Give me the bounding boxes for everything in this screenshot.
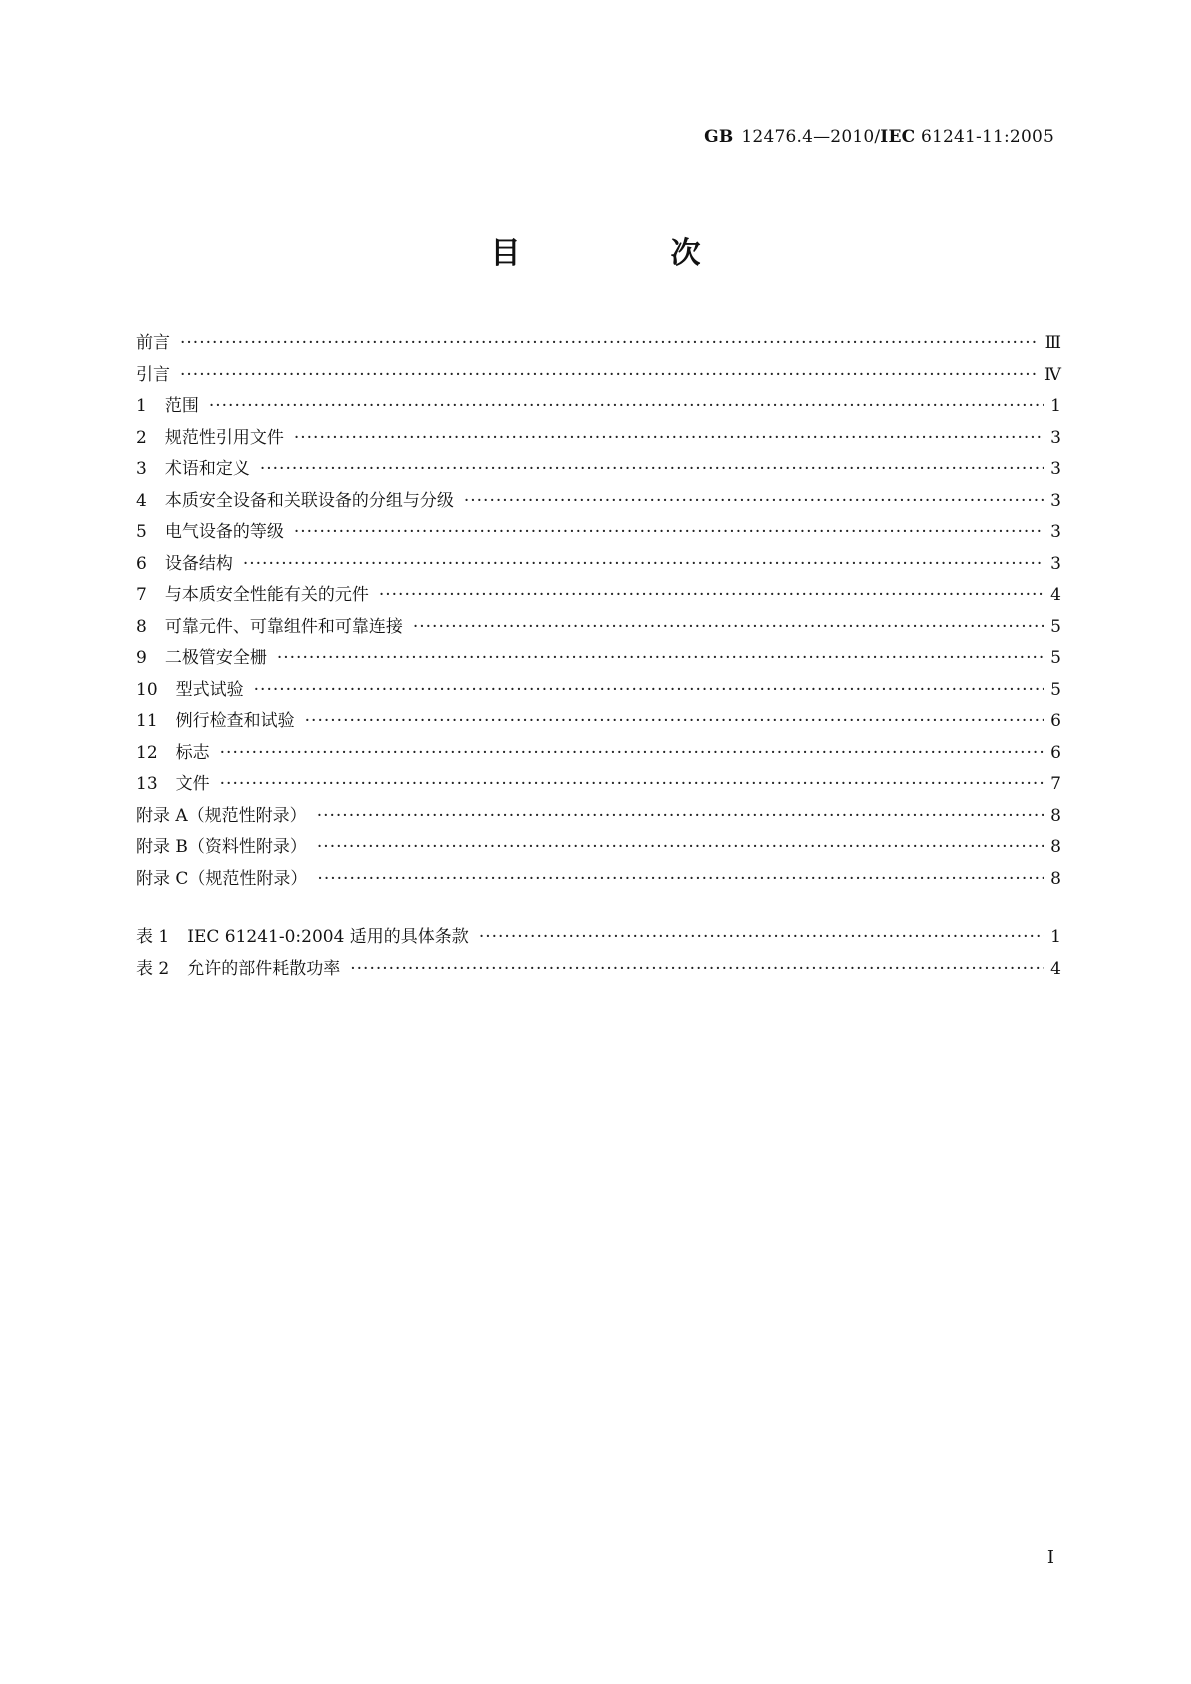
toc-entry-page: Ⅳ bbox=[1044, 364, 1061, 385]
toc-entry-label: 二极管安全栅 bbox=[164, 648, 267, 668]
toc-entry-label: 附录 B（资料性附录） bbox=[136, 837, 307, 857]
toc-entry-section-10[interactable] bbox=[136, 675, 1061, 707]
toc-entry-section-2[interactable] bbox=[136, 423, 1061, 455]
toc-entry-label: 与本质安全性能有关的元件 bbox=[164, 585, 369, 605]
toc-entry-page: 3 bbox=[1050, 522, 1061, 542]
toc-entry-number: 2 bbox=[136, 427, 147, 448]
dot-leader bbox=[180, 360, 1038, 392]
dot-leader bbox=[350, 954, 1044, 986]
toc-entry-label: 文件 bbox=[175, 774, 210, 794]
toc-entry-page: 7 bbox=[1050, 774, 1061, 794]
toc-entry-page: 8 bbox=[1050, 868, 1061, 889]
toc-entry-number: 13 bbox=[136, 774, 158, 794]
toc-entry-page: Ⅲ bbox=[1044, 333, 1061, 353]
standard-number-header bbox=[704, 127, 1054, 147]
toc-entry-label: 允许的部件耗散功率 bbox=[187, 958, 341, 979]
toc-entry-page: 1 bbox=[1050, 927, 1061, 947]
toc-entry-label: 范围 bbox=[164, 396, 199, 416]
dot-leader bbox=[220, 738, 1045, 770]
toc-entry-page: 3 bbox=[1050, 427, 1061, 448]
toc-entry-number: 7 bbox=[136, 585, 147, 605]
toc-entry-introduction[interactable] bbox=[136, 360, 1061, 392]
toc-entry-page: 4 bbox=[1050, 585, 1061, 605]
toc-entry-page: 5 bbox=[1050, 616, 1061, 637]
toc-entry-number: 表 2 bbox=[136, 958, 170, 979]
toc-entry-page: 3 bbox=[1050, 459, 1061, 479]
toc-entry-label: 设备结构 bbox=[164, 553, 233, 574]
toc-entry-section-9[interactable] bbox=[136, 643, 1061, 675]
dot-leader bbox=[220, 769, 1045, 801]
toc-entry-section-13[interactable] bbox=[136, 769, 1061, 801]
toc-entry-label: 可靠元件、可靠组件和可靠连接 bbox=[164, 616, 403, 637]
toc-entry-foreword[interactable] bbox=[136, 328, 1061, 360]
toc-entry-label: IEC 61241-0:2004 适用的具体条款 bbox=[187, 927, 469, 947]
toc-entry-section-8[interactable] bbox=[136, 612, 1061, 644]
page-number: Ⅰ bbox=[1046, 1547, 1054, 1568]
toc-entry-page: 1 bbox=[1050, 396, 1061, 416]
toc-entry-section-5[interactable] bbox=[136, 517, 1061, 549]
toc-entry-label: 附录 C（规范性附录） bbox=[136, 868, 308, 889]
dot-leader bbox=[479, 922, 1044, 954]
toc-entry-number: 4 bbox=[136, 490, 147, 511]
toc-entry-number: 表 1 bbox=[136, 927, 170, 947]
dot-leader bbox=[254, 675, 1045, 707]
toc-entry-page: 8 bbox=[1050, 805, 1061, 826]
toc-entry-page: 3 bbox=[1050, 553, 1061, 574]
dot-leader bbox=[317, 832, 1044, 864]
toc-entry-label: 例行检查和试验 bbox=[175, 711, 295, 731]
toc-entry-label: 标志 bbox=[175, 742, 210, 763]
toc-entry-number: 11 bbox=[136, 711, 158, 731]
dot-leader bbox=[294, 423, 1044, 455]
list-of-tables bbox=[136, 922, 1061, 985]
toc-entry-section-11[interactable] bbox=[136, 706, 1061, 738]
dot-leader bbox=[260, 454, 1044, 486]
toc-entry-table-2[interactable] bbox=[136, 954, 1061, 986]
dot-leader bbox=[379, 580, 1044, 612]
standard-iec-number: 61241-11:2005 bbox=[920, 127, 1054, 147]
toc-entry-page: 6 bbox=[1050, 742, 1061, 763]
toc-entry-page: 3 bbox=[1050, 490, 1061, 511]
standard-gb-prefix: GB bbox=[704, 127, 734, 147]
toc-entry-number: 8 bbox=[136, 616, 147, 637]
toc-entry-number: 6 bbox=[136, 553, 147, 574]
toc-entry-page: 4 bbox=[1050, 958, 1061, 979]
dot-leader bbox=[317, 864, 1044, 896]
toc-entry-label: 本质安全设备和关联设备的分组与分级 bbox=[164, 490, 454, 511]
toc-title: 目 次 bbox=[490, 236, 761, 271]
dot-leader bbox=[294, 517, 1044, 549]
toc-entry-number: 9 bbox=[136, 648, 147, 668]
toc-entry-page: 5 bbox=[1050, 648, 1061, 668]
toc-entry-page: 5 bbox=[1050, 679, 1061, 700]
toc-entry-label: 电气设备的等级 bbox=[164, 522, 284, 542]
dot-leader bbox=[413, 612, 1044, 644]
toc-entry-annex-c[interactable] bbox=[136, 864, 1061, 896]
toc-entry-number: 10 bbox=[136, 679, 158, 700]
toc-entry-page: 8 bbox=[1050, 837, 1061, 857]
standard-iec-prefix: IEC bbox=[880, 127, 916, 147]
dot-leader bbox=[464, 486, 1044, 518]
toc-entry-label: 附录 A（规范性附录） bbox=[136, 805, 307, 826]
toc-entry-section-12[interactable] bbox=[136, 738, 1061, 770]
toc-entry-annex-b[interactable] bbox=[136, 832, 1061, 864]
toc-entry-section-4[interactable] bbox=[136, 486, 1061, 518]
toc-entry-label: 型式试验 bbox=[175, 679, 244, 700]
dot-leader bbox=[277, 643, 1044, 675]
toc-entry-label: 规范性引用文件 bbox=[164, 427, 284, 448]
dot-leader bbox=[209, 391, 1044, 423]
dot-leader bbox=[305, 706, 1045, 738]
toc-entry-annex-a[interactable] bbox=[136, 801, 1061, 833]
toc-entry-number: 12 bbox=[136, 742, 158, 763]
standard-gb-number: 12476.4—2010/ bbox=[741, 127, 881, 147]
toc-entry-number: 5 bbox=[136, 522, 147, 542]
toc-entry-label: 引言 bbox=[136, 364, 170, 385]
toc-entry-table-1[interactable] bbox=[136, 922, 1061, 954]
table-of-contents bbox=[136, 328, 1061, 895]
toc-entry-section-3[interactable] bbox=[136, 454, 1061, 486]
toc-entry-label: 术语和定义 bbox=[164, 459, 250, 479]
toc-entry-label: 前言 bbox=[136, 333, 170, 353]
dot-leader bbox=[243, 549, 1044, 581]
dot-leader bbox=[317, 801, 1044, 833]
toc-entry-page: 6 bbox=[1050, 711, 1061, 731]
toc-entry-number: 1 bbox=[136, 396, 147, 416]
toc-entry-section-7[interactable] bbox=[136, 580, 1061, 612]
dot-leader bbox=[180, 328, 1039, 360]
toc-entry-section-1[interactable] bbox=[136, 391, 1061, 423]
toc-entry-section-6[interactable] bbox=[136, 549, 1061, 581]
toc-entry-number: 3 bbox=[136, 459, 147, 479]
